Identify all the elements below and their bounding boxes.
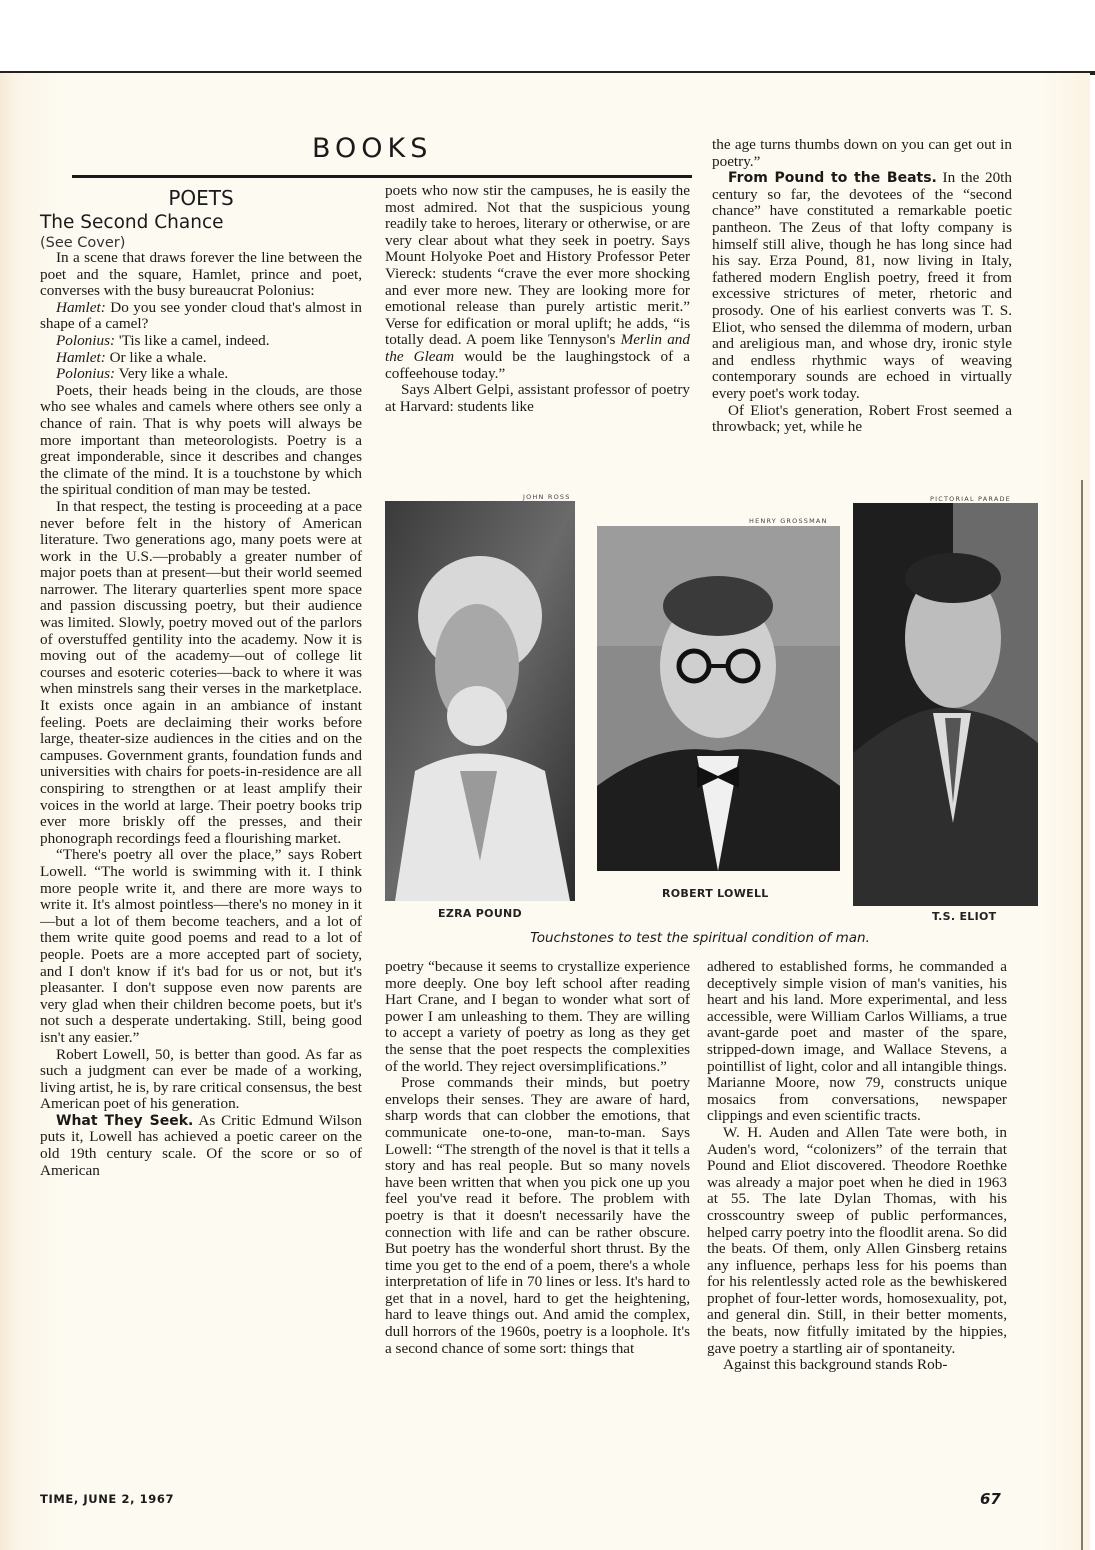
speaker: Hamlet: — [56, 298, 106, 316]
paragraph: Against this background stands Rob- — [723, 1356, 948, 1374]
see-cover-note: (See Cover) — [40, 235, 126, 251]
paragraph: Poets, their heads being in the clouds, are those who see whales and camels where others see only a chance of rain. That is why poets will always be more important than meteorologists. Poetry is a great imponderable, since it describes and changes the climate of the mind. It is a touchstone by which the spiritual condition of man may be tested. — [40, 381, 362, 499]
page-number: 67 — [980, 1490, 1001, 1508]
article-headline: The Second Chance — [40, 212, 224, 233]
dialogue-text: Very like a whale. — [115, 365, 229, 383]
paragraph — [40, 1113, 362, 1179]
poem-title: Merlin and the Gleam — [385, 331, 690, 365]
photo-ts-eliot — [853, 503, 1038, 906]
dialogue-line — [40, 350, 362, 367]
subhead: From Pound to the Beats. — [728, 170, 937, 187]
photo-ezra-pound — [385, 501, 575, 901]
dialogue-text: 'Tis like a camel, indeed. — [115, 331, 270, 349]
speaker: Polonius: — [56, 331, 116, 349]
paragraph: “There's poetry all over the place,” says Robert Lowell. “The world is swimming with it. I think more people write it, and there are more ways to write it. It's almost pointless—there's no money in it—but a lot of them become teachers, and a lot of them write quite good poems and read to a lot of people. Poets are a more accepted part of society, and I don't know if it's bad for us or not, but it's pleasanter. I don't suppose even now parents are very glad when their children become poets, but it's not such a desperate undertaking. Still, being good isn't any easier.” — [40, 846, 362, 1046]
caption-ezra-pound: EZRA POUND — [438, 907, 522, 920]
magazine-dateline: TIME, JUNE 2, 1967 — [40, 1492, 175, 1506]
paragraph: the age turns thumbs down on you can get out in poetry.” — [712, 136, 1012, 170]
paragraph-text: poets who now stir the campuses, he is easily the most admired. Not that the suspicious young readily take to heroes, literary or otherwise, or are very clear about what they seek in poetry. Says Mount Holyoke Poet and History Professor Peter Viereck: students “crave the ever more shocking and ever more new. They are looking more for emotional release than purely artistic merit.” Verse for edification or moral uplift; he adds, “is totally dead. A poem like Tennyson's — [385, 182, 690, 349]
paragraph-text: As Critic Edmund Wilson puts it, Lowell has achieved a poetic career on the old 19th century scale. Of the score or so of American — [40, 1111, 362, 1179]
paragraph-text: In the 20th century so far, the devotees of the “second chance” have constituted a remarkable poetic pantheon. The Zeus of that lofty company is himself still alive, though he has long since had his say. Erza Pound, 81, now living in Italy, fathered modern English poetry, freed it from excessive strictures of meter, rhetoric and prosody. One of his earliest converts was T. S. Eliot, who sensed the dilemma of modern, urban and areligious man, and whose dry, ironic style and endless rhythmic ways of weaving contemporary sounds are echoed in virtually every poet's work today. — [712, 169, 1012, 402]
column-2-bottom — [385, 959, 690, 1357]
paragraph: Of Eliot's generation, Robert Frost seemed a throwback; yet, while he — [712, 401, 1012, 436]
dialogue-line — [40, 300, 362, 333]
paragraph: Robert Lowell, 50, is better than good. As far as such a judgment can ever be made of a working, living artist, he is, by rare critical consensus, the best American poet of his generation. — [40, 1045, 362, 1113]
portrait-image — [853, 503, 1038, 906]
speaker: Hamlet: — [56, 348, 106, 366]
paragraph: Prose commands their minds, but poetry envelops their senses. They are aware of hard, sharp words that can clobber the emotions, that communicate one-to-one, man-to-man. Says Lowell: “The strength of the novel is that it tells a story and has real people. But so many novels have been written that when you pick one up you feel you've read it before. The problem with poetry is that it doesn't necessarily have the connection with life and can be rather obscure. But poetry has the wonderful short thrust. By the time you get to the end of a poem, there's a whole interpretation of life in 70 lines or less. It's hard to get that in a novel, hard to get the heightening, hard to leave things out. And amid the complex, dull horrors of the 1960s, poetry is a loophole. It's a second chance of some sort: things that — [385, 1074, 690, 1357]
paragraph: In that respect, the testing is proceeding at a pace never before felt in the history of American literature. Two generations ago, many poets were at work in the U.S.—probably a greater number of major poets than at present—but their world seemed narrower. The literary quarterlies spent more space and passion discussing poetry, but their audience was limited. Slowly, poetry moved out of the parlors of overstuffed gentility into the academy. Now it is moving out of the academy—out of college lit courses and esoteric coteries—back to where it was when minstrels sang their verses in the marketplace. It exists once again in an ambiance of instant feeling. Poets are declaiming their works before large, theater-size audiences in the cities and on the campuses. Government grants, foundation funds and universities with chairs for poets-in-residence are all conspiring to strengthen or at least amplify their voices in the world at large. Their poetry books trip ever more briskly off the presses, and their phonograph recordings feed a flourishing market. — [40, 497, 362, 847]
dialogue-text: Or like a whale. — [105, 348, 207, 366]
paragraph: W. H. Auden and Allen Tate were both, in Auden's word, “colonizers” of the terrain that Pound and Eliot discovered. Theodore Roethke was already a major poet when he died in 1963 at 55. The late Dylan Thomas, with his crosscountry sweep of public performances, helped carry poetry into the floodlit arena. So did the beats. Of them, only Allen Ginsberg retains any influence, perhaps less for his poems than for his relentlessly acted role as the bewhiskered prophet of four-letter words, homosexuality, pot, and general din. Still, in their better moments, the beats, now fitfully imitated by the hippies, gave poetry a startling air of spontaneity. — [707, 1123, 1007, 1357]
dialogue-line — [40, 366, 362, 383]
photo-credit-pound: JOHN ROSS — [523, 493, 571, 501]
column-1 — [40, 250, 362, 1179]
caption-robert-lowell: ROBERT LOWELL — [662, 887, 769, 900]
dialogue-line — [40, 333, 362, 350]
portrait-image — [597, 526, 840, 871]
article-kicker: POETS — [168, 186, 234, 210]
column-3-bottom — [707, 959, 1007, 1374]
speaker: Polonius: — [56, 365, 116, 383]
column-3-top — [712, 137, 1012, 436]
paragraph: poetry “because it seems to crystallize experience more deeply. One boy left school after reading Hart Crane, and I began to wonder what sort of power I am unleashing to them. They are willing to accept a variety of poetry as long as they get the sense that the poet respects the complexities of the world. They reject oversimplifications.” — [385, 958, 690, 1075]
paragraph: In a scene that draws forever the line between the poet and the square, Hamlet, prince and poet, converses with the busy bureaucrat Polonius: — [40, 249, 362, 300]
caption-ts-eliot: T.S. ELIOT — [932, 910, 997, 923]
section-rule — [72, 175, 692, 178]
paragraph: adhered to established forms, he commanded a deceptively simple vision of man's vanities, his heart and his land. More experimental, and less accessible, were William Carlos Williams, a true avant-garde poet and master of the spare, stripped-down image, and Wallace Stevens, a pointillist of light, color and all intangible things. Marianne Moore, now 79, constructs unique mosaics from conversations, newspaper clippings and even scientific tracts. — [707, 958, 1007, 1125]
photo-credit-eliot: PICTORIAL PARADE — [930, 495, 1011, 503]
column-2-top — [385, 183, 690, 415]
photo-robert-lowell — [597, 526, 840, 871]
photo-caption: Touchstones to test the spiritual condition of man. — [530, 930, 870, 946]
photo-credit-lowell: HENRY GROSSMAN — [749, 517, 828, 525]
paragraph — [712, 170, 1012, 402]
subhead: What They Seek. — [56, 1112, 194, 1129]
page-binding-edge — [1081, 480, 1083, 1550]
paragraph-text: would be the laughingstock of a coffeehouse today.” — [385, 347, 690, 382]
paragraph — [385, 183, 690, 382]
section-title: BOOKS — [312, 133, 433, 164]
portrait-image — [385, 501, 575, 901]
dialogue-text: Do you see yonder cloud that's almost in shape of a camel? — [40, 298, 362, 333]
paragraph: Says Albert Gelpi, assistant professor of poetry at Harvard: students like — [385, 381, 690, 415]
